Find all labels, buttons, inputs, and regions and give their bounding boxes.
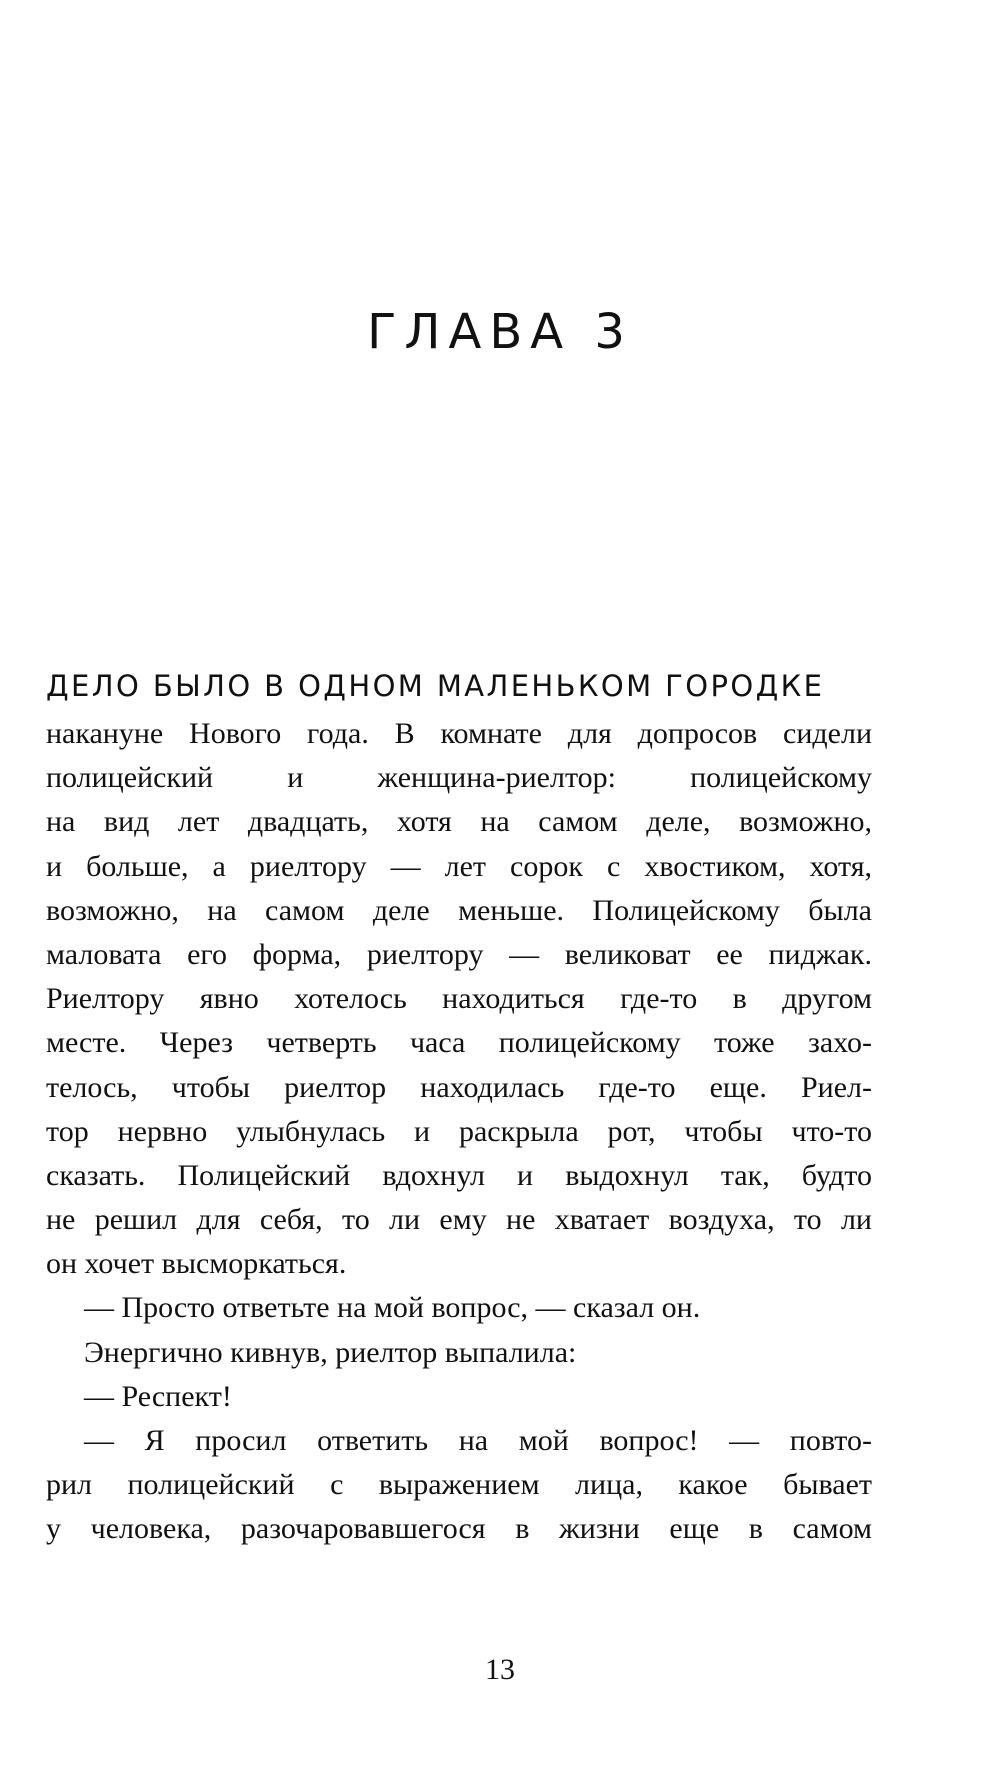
text-line: рил полицейский с выражением лица, какое бывает xyxy=(46,1468,872,1502)
text-line: он хочет высморкаться. xyxy=(46,1247,347,1281)
text-line: Риелтору явно хотелось находиться где-то в другом xyxy=(46,982,872,1016)
body-text xyxy=(46,712,872,1552)
text-line: у человека, разочаровавшегося в жизни еще в самом xyxy=(46,1512,872,1546)
text-line: накануне Нового года. В комнате для допросов сидели xyxy=(46,717,872,750)
chapter-title: ГЛАВА 3 xyxy=(367,304,633,360)
text-line: месте. Через четверть часа полицейскому тоже захо- xyxy=(46,1026,872,1060)
dialogue-line: — Респект! xyxy=(84,1379,232,1413)
text-line: и больше, а риелтору — лет сорок с хвостиком, хотя, xyxy=(46,849,872,883)
text-line: полицейский и женщина-риелтор: полицейскому xyxy=(46,761,872,795)
dialogue-line: — Я просил ответить на мой вопрос! — повто- xyxy=(84,1424,872,1457)
text-line: телось, чтобы риелтор находилась где-то еще. Риел- xyxy=(46,1070,872,1104)
text-line: Энергично кивнув, риелтор выпалила: xyxy=(84,1335,577,1369)
lead-line: ДЕЛО БЫЛО В ОДНОМ МАЛЕНЬКОМ ГОРОДКЕ xyxy=(46,669,825,703)
page-number: 13 xyxy=(485,1653,515,1686)
text-line: возможно, на самом деле меньше. Полицейскому была xyxy=(46,893,872,927)
text-line: маловата его форма, риелтору — великоват ее пиджак. xyxy=(46,937,872,971)
text-line: сказать. Полицейский вдохнул и выдохнул так, будто xyxy=(46,1158,872,1192)
text-line: на вид лет двадцать, хотя на самом деле, возможно, xyxy=(46,805,872,839)
dialogue-line: — Просто ответьте на мой вопрос, — сказал он. xyxy=(84,1291,701,1325)
text-line: не решил для себя, то ли ему не хватает воздуха, то ли xyxy=(46,1203,872,1237)
text-line: тор нервно улыбнулась и раскрыла рот, чтобы что-то xyxy=(46,1114,872,1148)
